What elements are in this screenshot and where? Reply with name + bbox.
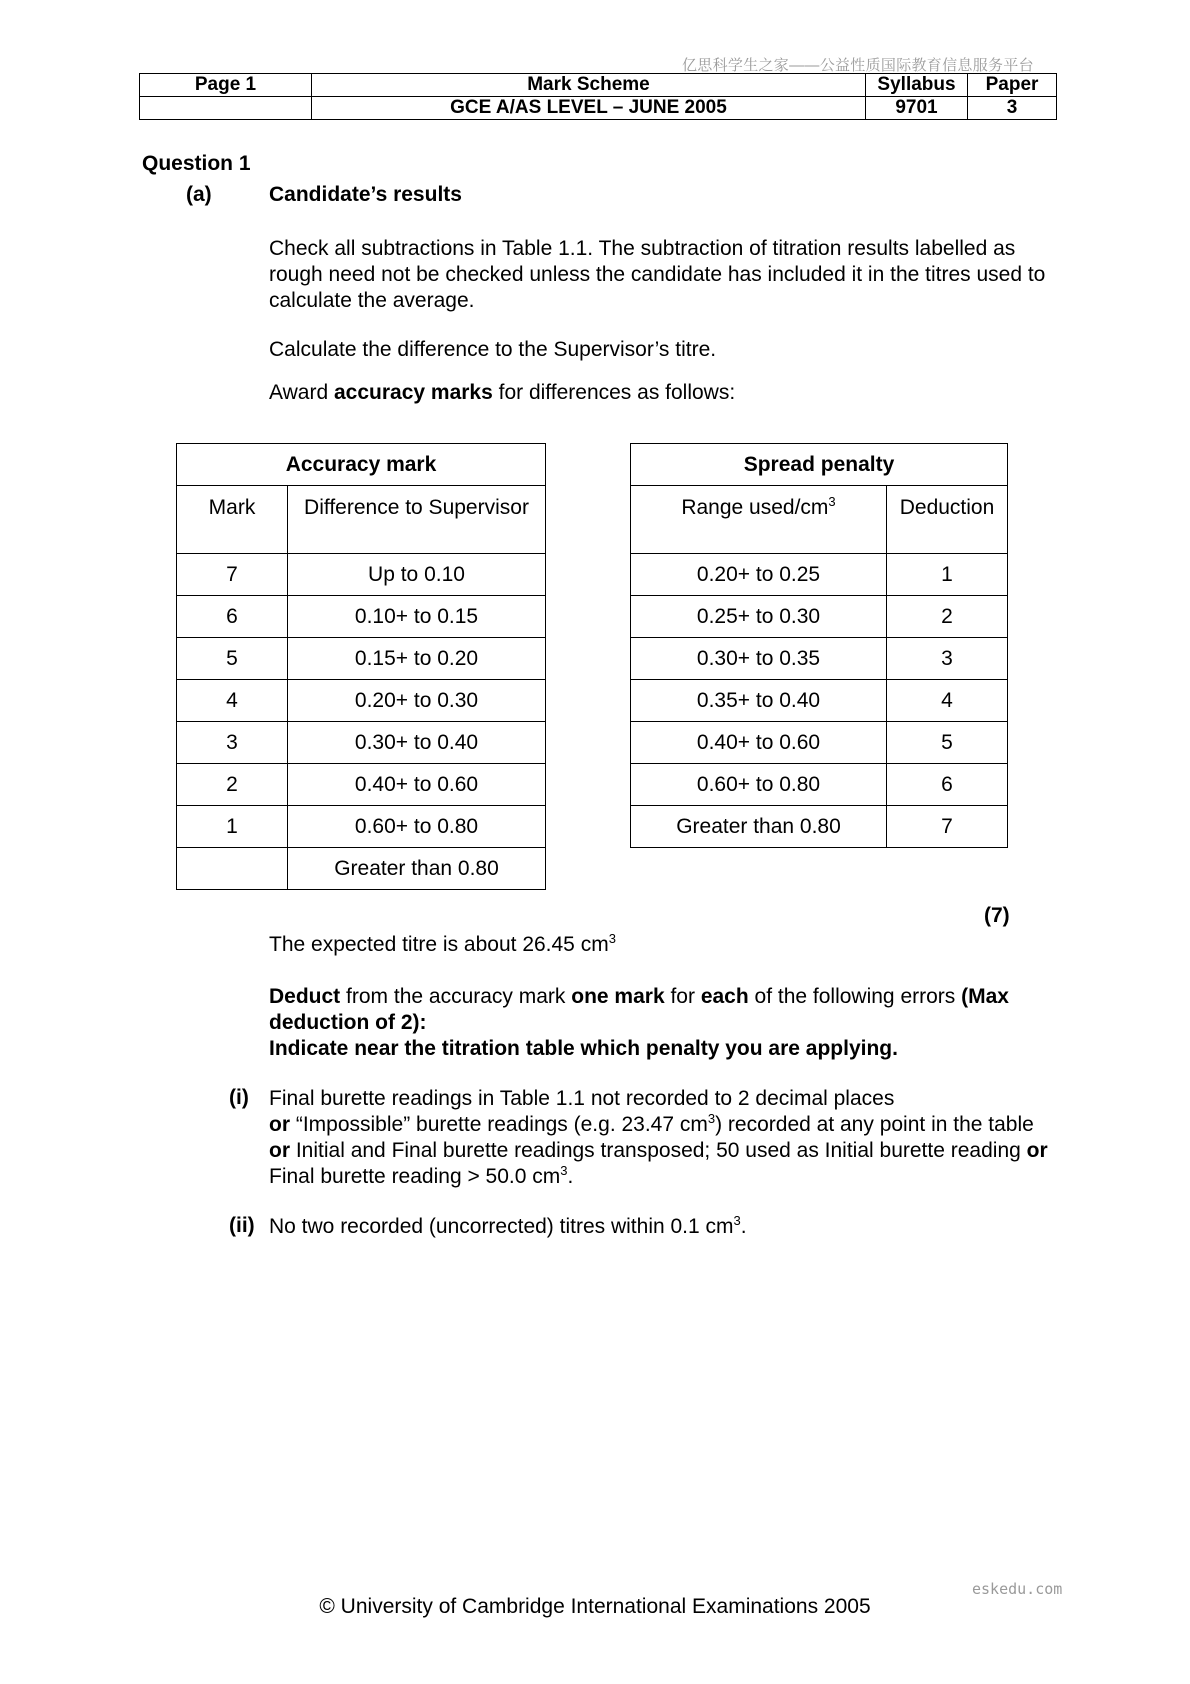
item-i-label: (i) [229, 1086, 249, 1109]
accuracy-difference: Greater than 0.80 [288, 848, 546, 890]
spread-deduction: 7 [887, 806, 1008, 848]
spread-range: 0.20+ to 0.25 [631, 554, 887, 596]
supervisor-paragraph: Calculate the difference to the Supervisor’s titre. [269, 338, 717, 361]
header-paper-label: Paper [968, 74, 1057, 97]
expected-titre: The expected titre is about 26.45 $cm^3$ [269, 931, 616, 956]
marks-total: (7) [984, 904, 1010, 927]
spread-col-range: Range used/$cm^3$ [631, 486, 887, 554]
award-paragraph: Award accuracy marks for differences as follows: [269, 381, 736, 404]
spread-deduction: 1 [887, 554, 1008, 596]
accuracy-difference: 0.30+ to 0.40 [288, 722, 546, 764]
spread-deduction: 5 [887, 722, 1008, 764]
spread-range: Greater than 0.80 [631, 806, 887, 848]
spread-deduction: 4 [887, 680, 1008, 722]
accuracy-table-title: Accuracy mark [177, 444, 546, 486]
spread-table [630, 443, 1008, 848]
instruction-paragraph: Check all subtractions in Table 1.1. The subtraction of titration results labelled as rough need not be checked unless the candidate has included it in the titres used to calculate the average. [269, 237, 1046, 312]
accuracy-difference: 0.20+ to 0.30 [288, 680, 546, 722]
accuracy-mark: 3 [177, 722, 288, 764]
header-paper-number: 3 [968, 97, 1057, 120]
header-syllabus-code: 9701 [866, 97, 968, 120]
question-part: (a) [186, 183, 212, 206]
accuracy-mark: 4 [177, 680, 288, 722]
accuracy-table [176, 443, 546, 890]
watermark-bottom: eskedu.com [972, 1580, 1063, 1598]
header-syllabus-label: Syllabus [866, 74, 968, 97]
spread-table-title: Spread penalty [631, 444, 1008, 486]
header-table [139, 73, 1057, 120]
accuracy-mark: 6 [177, 596, 288, 638]
header-page: Page 1 [140, 74, 312, 97]
accuracy-difference: 0.10+ to 0.15 [288, 596, 546, 638]
spread-range: 0.60+ to 0.80 [631, 764, 887, 806]
spread-deduction: 6 [887, 764, 1008, 806]
spread-deduction: 2 [887, 596, 1008, 638]
accuracy-difference: Up to 0.10 [288, 554, 546, 596]
question-subtitle: Candidate’s results [269, 183, 462, 206]
header-exam: GCE A/AS LEVEL – JUNE 2005 [312, 97, 866, 120]
spread-range: 0.30+ to 0.35 [631, 638, 887, 680]
accuracy-col-mark: Mark [177, 486, 288, 554]
accuracy-difference: 0.60+ to 0.80 [288, 806, 546, 848]
accuracy-mark [177, 848, 288, 890]
watermark-top: 亿思科学生之家——公益性质国际教育信息服务平台 [682, 57, 1034, 74]
deduct-paragraph: Deduct from the accuracy mark one mark for each of the following errors (Max deduction of 2): Indicate near the titration table which penalty you are applying. [269, 985, 1009, 1060]
footer-copyright: © University of Cambridge International Examinations 2005 [319, 1595, 871, 1618]
accuracy-mark: 1 [177, 806, 288, 848]
spread-range: 0.35+ to 0.40 [631, 680, 887, 722]
accuracy-mark: 7 [177, 554, 288, 596]
accuracy-difference: 0.40+ to 0.60 [288, 764, 546, 806]
spread-range: 0.25+ to 0.30 [631, 596, 887, 638]
question-title: Question 1 [142, 152, 251, 175]
header-title: Mark Scheme [312, 74, 866, 97]
item-ii-text: No two recorded (uncorrected) titres within 0.1 $cm^3$. [269, 1213, 747, 1238]
accuracy-mark: 5 [177, 638, 288, 680]
spread-range: 0.40+ to 0.60 [631, 722, 887, 764]
accuracy-col-difference: Difference to Supervisor [288, 486, 546, 554]
header-empty [140, 97, 312, 120]
spread-deduction: 3 [887, 638, 1008, 680]
spread-col-deduction: Deduction [887, 486, 1008, 554]
item-ii-label: (ii) [229, 1214, 255, 1237]
accuracy-difference: 0.15+ to 0.20 [288, 638, 546, 680]
accuracy-mark: 2 [177, 764, 288, 806]
item-i-text: Final burette readings in Table 1.1 not recorded to 2 decimal places or “Impossible” burette readings (e.g. 23.47 $cm^3$) recorded at any point in the table or Initial and Final burette readings transposed; 50 used as Initial burette reading or Final burette reading > 50.0 $cm^3$. [269, 1087, 1048, 1188]
